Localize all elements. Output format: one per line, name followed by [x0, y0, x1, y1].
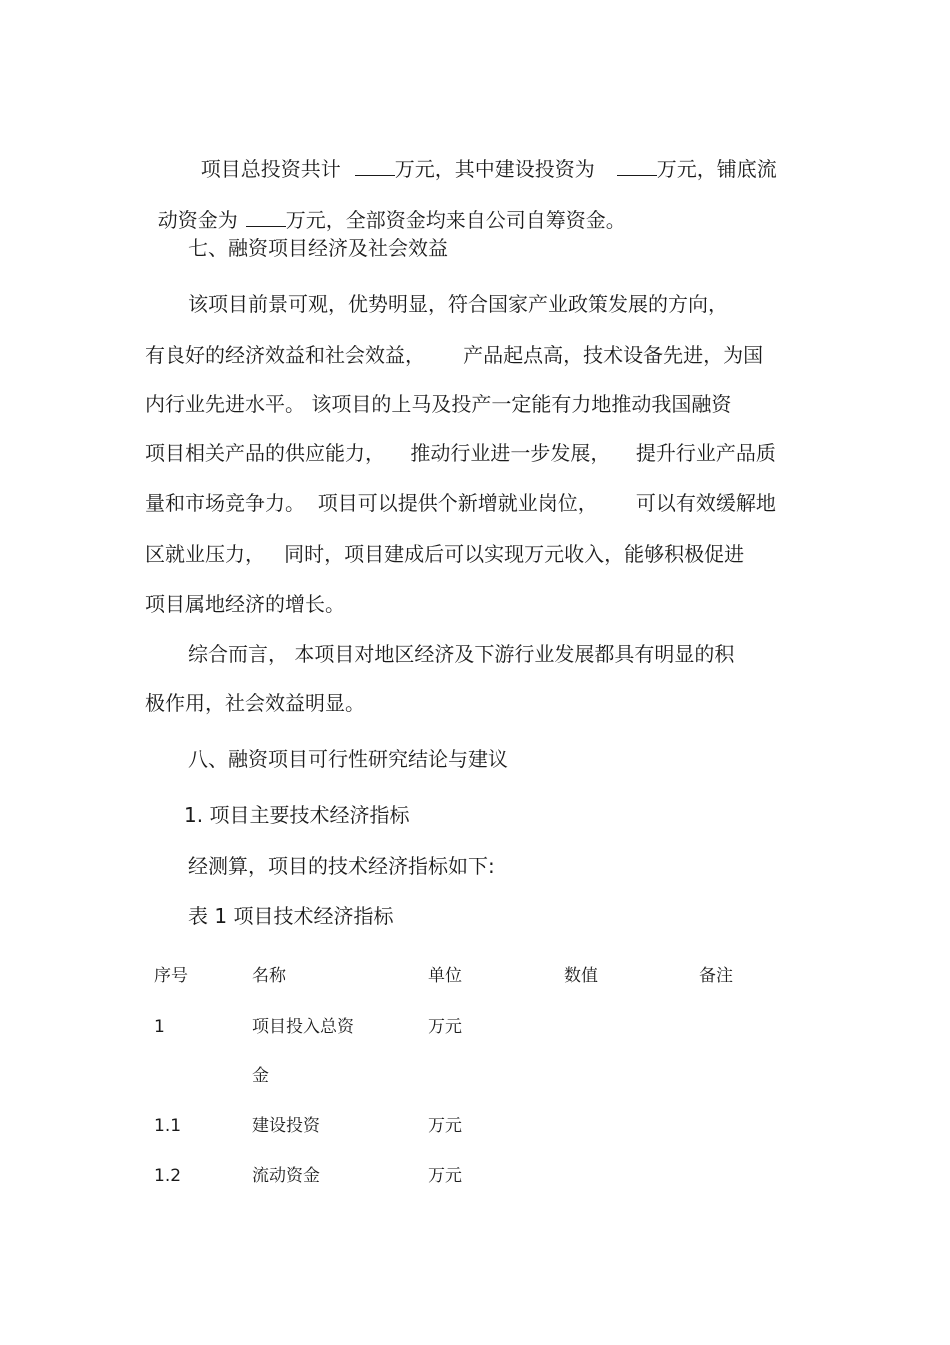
blank-construction — [617, 155, 657, 176]
section-7-line-4: 项目相关产品的供应能力， 推动行业进一步发展， 提升行业产品质 — [145, 441, 776, 465]
section-7-line-6: 区就业压力， 同时，项目建成后可以实现万元收入，能够积极促进 — [145, 542, 745, 566]
blank-working-capital — [246, 206, 286, 227]
investment-text-b: 万元，其中建设投资为 — [394, 157, 595, 181]
section-8-subheading: 1. 项目主要技术经济指标 — [184, 803, 410, 827]
row-unit: 万元 — [428, 1166, 462, 1186]
section-7-line-2: 有良好的经济效益和社会效益， 产品起点高，技术设备先进，为国 — [145, 343, 764, 367]
section-7-line-5: 量和市场竞争力。 项目可以提供个新增就业岗位， 可以有效缓解地 — [145, 491, 776, 515]
row-unit: 万元 — [428, 1116, 462, 1136]
investment-text-e: 万元，全部资金均来自公司自筹资金。 — [285, 208, 626, 232]
row-name-cont: 金 — [252, 1066, 269, 1086]
section-8-heading: 八、融资项目可行性研究结论与建议 — [188, 747, 508, 771]
table-header-unit: 单位 — [428, 966, 462, 986]
row-no: 1.2 — [154, 1166, 182, 1186]
investment-line-2 — [145, 178, 626, 234]
section-8-intro: 经测算，项目的技术经济指标如下: — [188, 854, 495, 878]
row-no: 1.1 — [154, 1116, 182, 1136]
row-no: 1 — [154, 1017, 165, 1037]
investment-line-1 — [188, 127, 777, 183]
section-7-line-7: 项目属地经济的增长。 — [145, 592, 345, 616]
section-7-heading: 七、融资项目经济及社会效益 — [188, 236, 448, 260]
blank-total — [355, 155, 395, 176]
investment-text-c: 万元，铺底流 — [656, 157, 777, 181]
row-name: 项目投入总资 — [252, 1017, 354, 1037]
table-header-no: 序号 — [154, 966, 188, 986]
summary-line-2: 极作用，社会效益明显。 — [145, 691, 365, 715]
investment-text-a: 项目总投资共计 — [200, 157, 341, 181]
section-7-line-1: 该项目前景可观，优势明显，符合国家产业政策发展的方向， — [188, 292, 728, 316]
table-caption: 表 1 项目技术经济指标 — [188, 904, 394, 928]
row-name: 建设投资 — [252, 1116, 320, 1136]
investment-text-d: 动资金为 — [157, 208, 238, 232]
table-header-remark: 备注 — [699, 966, 733, 986]
table-header-value: 数值 — [564, 966, 598, 986]
row-unit: 万元 — [428, 1017, 462, 1037]
summary-line-1: 综合而言， 本项目对地区经济及下游行业发展都具有明显的积 — [188, 642, 735, 666]
section-7-line-3: 内行业先进水平。 该项目的上马及投产一定能有力地推动我国融资 — [145, 392, 732, 416]
row-name: 流动资金 — [252, 1166, 320, 1186]
table-header-name: 名称 — [252, 966, 286, 986]
